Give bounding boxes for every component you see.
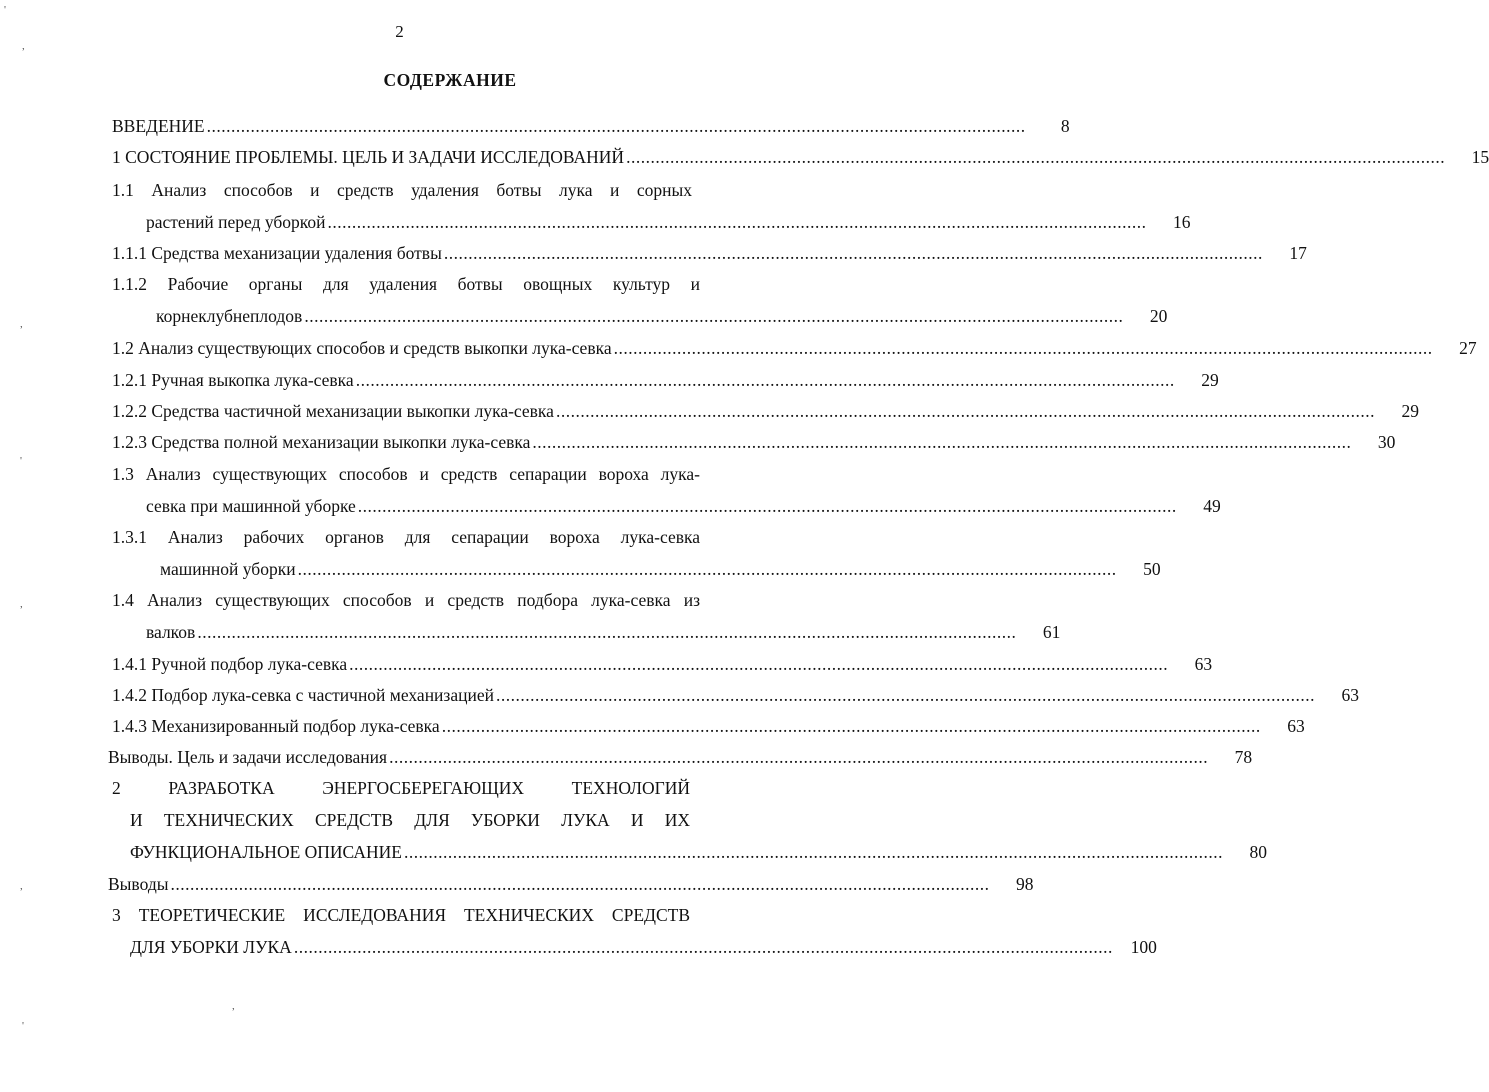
toc-entry-title: 1.2.3 Средства полной механизации выкопки лука-севка [112,432,531,452]
toc-entry-title: 1.2.2 Средства частичной механизации выкопки лука-севка [112,401,554,421]
toc-entry-1-1-2-line2 [156,306,1168,326]
toc-leader-dots: ........................................................................................................................................................................ [293,937,1113,957]
toc-leader-dots: ........................................................................................................................................................................ [206,116,1026,136]
toc-page-number: 49 [1203,496,1221,516]
toc-leader-dots: ........................................................................................................................................................................ [297,559,1117,579]
toc-leader-dots: ........................................................................................................................................................................ [355,370,1175,390]
toc-leader-dots: ........................................................................................................................................................................ [197,622,1017,642]
toc-page-number: 50 [1143,559,1161,579]
toc-page-number: 63 [1194,654,1213,674]
toc-leader-dots: ........................................................................................................................................................................ [403,842,1223,862]
toc-page-number: 63 [1341,685,1359,705]
toc-entry-title: 1.4.1 Ручной подбор лука-севка [112,654,348,674]
toc-leader-dots: ........................................................................................................................................................................ [555,401,1375,421]
toc-entry-1-2 [112,338,1477,358]
toc-page-number: 61 [1042,622,1061,642]
toc-entry-title: 1.1.1 Средства механизации удаления ботвы [112,243,442,263]
toc-entry-1-1-1 [112,243,1307,263]
toc-leader-dots: ........................................................................................................................................................................ [495,685,1315,705]
toc-leader-dots: ........................................................................................................................................................................ [304,306,1124,326]
toc-leader-dots: ........................................................................................................................................................................ [441,716,1261,736]
toc-page-number: 63 [1287,716,1305,736]
toc-entry-title: ФУНКЦИОНАЛЬНОЕ ОПИСАНИЕ [130,842,402,862]
toc-page-number: 30 [1377,432,1396,452]
toc-page-number: 16 [1173,212,1191,232]
toc-entry-1-4-3 [112,716,1305,736]
toc-entry-1-1-line2 [146,212,1191,232]
toc-page-number: 29 [1401,401,1419,421]
toc-page-number: 29 [1201,370,1219,390]
toc-page-number: 80 [1249,842,1267,862]
toc-leader-dots: ........................................................................................................................................................................ [532,432,1352,452]
toc-page-number: 27 [1459,338,1477,358]
toc-entry-conclusions-1 [108,747,1253,767]
toc-leader-dots: ........................................................................................................................................................................ [349,654,1169,674]
toc-entry-title: растений перед уборкой [146,212,326,232]
toc-leader-dots: ........................................................................................................................................................................ [613,338,1433,358]
toc-entry-chapter-1 [112,147,1489,167]
toc-leader-dots: ........................................................................................................................................................................ [626,147,1446,167]
scan-speck: ' [20,455,22,467]
scan-speck: , [20,318,23,330]
toc-entry-title: валков [146,622,196,642]
scan-speck: , [20,880,23,892]
toc-entry-1-2-1 [112,370,1219,390]
toc-entry-1-4-2 [112,685,1359,705]
toc-entry-1-2-3 [112,432,1396,452]
toc-entry-1-3-line2 [146,496,1221,516]
toc-leader-dots: ........................................................................................................................................................................ [443,243,1263,263]
toc-entry-title: 1.4.2 Подбор лука-севка с частичной механизацией [112,685,494,705]
toc-entry-1-3-1-line1: 1.3.1 Анализ рабочих органов для сепарации вороха лука-севка [112,527,700,547]
toc-leader-dots: ........................................................................................................................................................................ [327,212,1147,232]
toc-entry-title: ВВЕДЕНИЕ [112,116,205,136]
toc-page-number: 17 [1289,243,1307,263]
toc-entry-title: 1.2.1 Ручная выкопка лука-севка [112,370,354,390]
scan-speck: , [20,598,23,610]
toc-entry-title: севка при машинной уборке [146,496,356,516]
toc-page-number: 100 [1130,937,1157,957]
toc-leader-dots: ........................................................................................................................................................................ [389,747,1209,767]
toc-entry-1-4-line2 [146,622,1061,642]
toc-entry-conclusions-2 [108,874,1034,894]
toc-entry-1-4-1 [112,654,1213,674]
toc-entry-chapter-3-line2 [130,937,1157,957]
toc-entry-title: 1.4.3 Механизированный подбор лука-севка [112,716,440,736]
toc-entry-1-4-line1: 1.4 Анализ существующих способов и средств подбора лука-севка из [112,590,700,610]
toc-entry-introduction [112,116,1070,136]
toc-entry-title: 1.2 Анализ существующих способов и средств выкопки лука-севка [112,338,612,358]
toc-page-number: 98 [1015,874,1034,894]
scan-speck: ' [22,1020,24,1032]
toc-entry-title: 1 СОСТОЯНИЕ ПРОБЛЕМЫ. ЦЕЛЬ И ЗАДАЧИ ИССЛЕДОВАНИЙ [112,147,625,167]
toc-entry-title: ДЛЯ УБОРКИ ЛУКА [130,937,292,957]
toc-page-number: 78 [1234,747,1253,767]
toc-entry-chapter-3-line1: 3 ТЕОРЕТИЧЕСКИЕ ИССЛЕДОВАНИЯ ТЕХНИЧЕСКИХ СРЕДСТВ [112,905,690,925]
toc-page-number: 20 [1149,306,1168,326]
toc-entry-chapter-2-line3 [130,842,1267,862]
toc-entry-1-2-2 [112,401,1419,421]
toc-entry-chapter-2-line1: 2 РАЗРАБОТКА ЭНЕРГОСБЕРЕГАЮЩИХ ТЕХНОЛОГИЙ [112,778,690,798]
page-number: 2 [395,22,404,41]
toc-entry-1-1-2-line1: 1.1.2 Рабочие органы для удаления ботвы овощных культур и [112,274,700,294]
toc-entry-1-3-line1: 1.3 Анализ существующих способов и средств сепарации вороха лука- [112,464,700,484]
scan-speck: ' [4,4,6,16]
toc-leader-dots: ........................................................................................................................................................................ [170,874,990,894]
toc-entry-chapter-2-line2: И ТЕХНИЧЕСКИХ СРЕДСТВ ДЛЯ УБОРКИ ЛУКА И ИХ [130,810,690,830]
scan-speck: , [232,1000,235,1012]
page-title: СОДЕРЖАНИЕ [383,70,517,90]
toc-entry-title: Выводы [108,874,169,894]
toc-entry-1-3-1-line2 [160,559,1161,579]
toc-page-number: 8 [1060,116,1070,136]
toc-page-number: 15 [1471,147,1489,167]
toc-entry-title: машинной уборки [160,559,296,579]
toc-entry-1-1-line1: 1.1 Анализ способов и средств удаления ботвы лука и сорных [112,180,692,200]
toc-leader-dots: ........................................................................................................................................................................ [357,496,1177,516]
scan-speck: , [22,40,25,52]
toc-entry-title: корнеклубнеплодов [156,306,303,326]
toc-entry-title: Выводы. Цель и задачи исследования [108,747,388,767]
